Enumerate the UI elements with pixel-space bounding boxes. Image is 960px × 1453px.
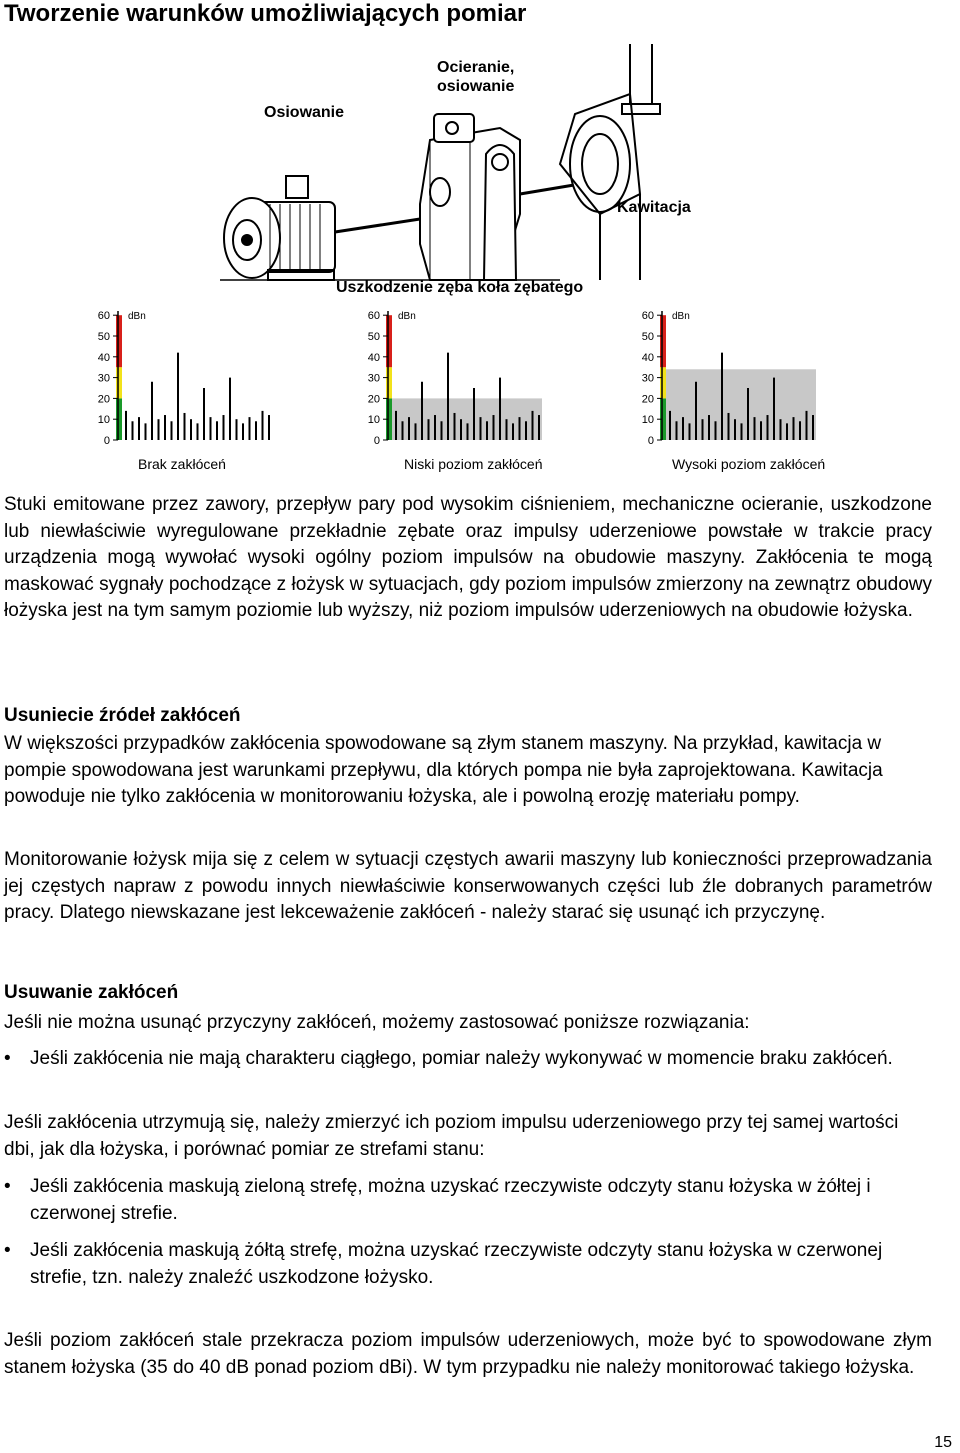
tick-label: 10 [367, 414, 380, 427]
unit-label: dBn [398, 311, 416, 323]
tick-label: 0 [647, 435, 654, 447]
tick-label: 0 [103, 435, 110, 447]
chart-low-noise [360, 306, 610, 476]
tick-label: 60 [367, 310, 380, 323]
tick-label: 20 [641, 393, 654, 406]
chart-high-noise [634, 306, 884, 476]
zone-yellow [660, 367, 666, 398]
zone-yellow [386, 367, 392, 398]
chart-caption: Wysoki poziom zakłóceń [672, 456, 826, 472]
label-gear-damage: Uszkodzenie zęba koła zębatego [336, 279, 584, 296]
paragraph-intro: Stuki emitowane przez zawory, przepływ pary pod wysokim ciśnieniem, mechaniczne ocieranie, uszkodzone lub niewłaściwie wyregulowane przekładnie zębate oraz impulsy uderzeniowe powstałe w trakcie pracy urządzenia mogą wywołać wysoki ogólny poziom impulsów na obudowie maszyny. Zakłócenia te mogą maskować sygnały pochodzące z łożysk w sytuacjach, gdy poziom impulsów zmierzony na zewnątrz obudowy łożyska jest na tym samym poziomie lub wyższy, niż poziom impulsów uderzeniowych na obudowie łożyska. [4, 494, 932, 621]
label-osiowanie: Osiowanie [264, 104, 345, 121]
unit-label: dBn [672, 311, 690, 323]
tick-label: 50 [97, 331, 110, 343]
tick-label: 20 [97, 393, 110, 406]
bullet-dot: • [4, 1048, 11, 1069]
tick-label: 60 [97, 310, 110, 323]
page-title: Tworzenie warunków umożliwiających pomiar [4, 0, 527, 27]
bullet-dot: • [4, 1240, 11, 1261]
bullet-text: Jeśli zakłócenia maskują zieloną strefę, można uzyskać rzeczywiste odczyty stanu łożyska w żółtej i czerwonej strefie. [30, 1176, 871, 1224]
zone-red [386, 315, 392, 367]
machine-figure [0, 44, 960, 484]
paragraph-monitoring: Monitorowanie łożysk mija się z celem w sytuacji częstych awarii maszyny lub konieczności przeprowadzania jej częstych napraw z powodu innych niewłaściwie konserwowanych części lub źle dobranych parametrów pracy. Dlatego niewskazane jest lekceważenie zakłóceń - należy starać się usunąć ich przyczynę. [4, 849, 932, 923]
paragraph-causes: W większości przypadków zakłócenia spowodowane są złym stanem maszyny. Na przykład, kawitacja w pompie spowodowana jest warunkami przepływu, dla których pompa nie była zaprojektowana. Kawitacja powoduje nie tylko zakłócenia w monitorowaniu łożyska, ale i powolną erozję materiału pompy. [4, 733, 883, 807]
tick-label: 40 [97, 351, 110, 364]
zone-red [660, 315, 666, 367]
chart-no-noise [90, 306, 340, 476]
chart-plot [90, 306, 340, 476]
heading-remove-sources: Usuniecie źródeł zakłóceń [4, 705, 241, 726]
chart-plot [634, 306, 884, 476]
tick-label: 30 [367, 372, 380, 385]
paragraph-measure: Jeśli zakłócenia utrzymują się, należy zmierzyć ich poziom impulsu uderzeniowego przy tej samej wartości dbi, jak dla łożyska, i porównać pomiar ze strefami stanu: [4, 1112, 899, 1160]
label-kawitacja: Kawitacja [617, 199, 691, 216]
tick-label: 40 [641, 351, 654, 364]
zone-yellow [116, 367, 122, 398]
tick-label: 30 [97, 372, 110, 385]
tick-label: 10 [641, 414, 654, 427]
chart-caption: Brak zakłóceń [138, 456, 226, 472]
paragraph-conclusion: Jeśli poziom zakłóceń stale przekracza poziom impulsów uderzeniowych, może być to spowodowane złym stanem łożyska (35 do 40 dB ponad poziom dBi). W tym przypadku nie należy monitorować takiego łożyska. [4, 1330, 932, 1378]
tick-label: 20 [367, 393, 380, 406]
tick-label: 30 [641, 372, 654, 385]
zone-red [116, 315, 122, 367]
tick-label: 40 [367, 351, 380, 364]
tick-label: 50 [641, 331, 654, 343]
chart-caption: Niski poziom zakłóceń [404, 456, 543, 472]
tick-label: 0 [373, 435, 380, 447]
bullet-text: Jeśli zakłócenia nie mają charakteru ciągłego, pomiar należy wykonywać w momencie braku zakłóceń. [30, 1048, 893, 1069]
bullet-text: Jeśli zakłócenia maskują żółtą strefę, można uzyskać rzeczywiste odczyty stanu łożyska w czerwonej strefie, tzn. należy znaleźć uszkodzone łożysko. [30, 1240, 883, 1288]
heading-removing-noise: Usuwanie zakłóceń [4, 982, 179, 1003]
tick-label: 50 [367, 331, 380, 343]
page-number: 15 [934, 1434, 952, 1451]
tick-label: 10 [97, 414, 110, 427]
tick-label: 60 [641, 310, 654, 323]
label-ocieranie: Ocieranie, osiowanie [437, 59, 515, 95]
chart-plot [360, 306, 610, 476]
unit-label: dBn [128, 311, 146, 323]
bullet-dot: • [4, 1176, 11, 1197]
paragraph-solutions: Jeśli nie można usunąć przyczyny zakłóceń, możemy zastosować poniższe rozwiązania: [4, 1012, 750, 1033]
